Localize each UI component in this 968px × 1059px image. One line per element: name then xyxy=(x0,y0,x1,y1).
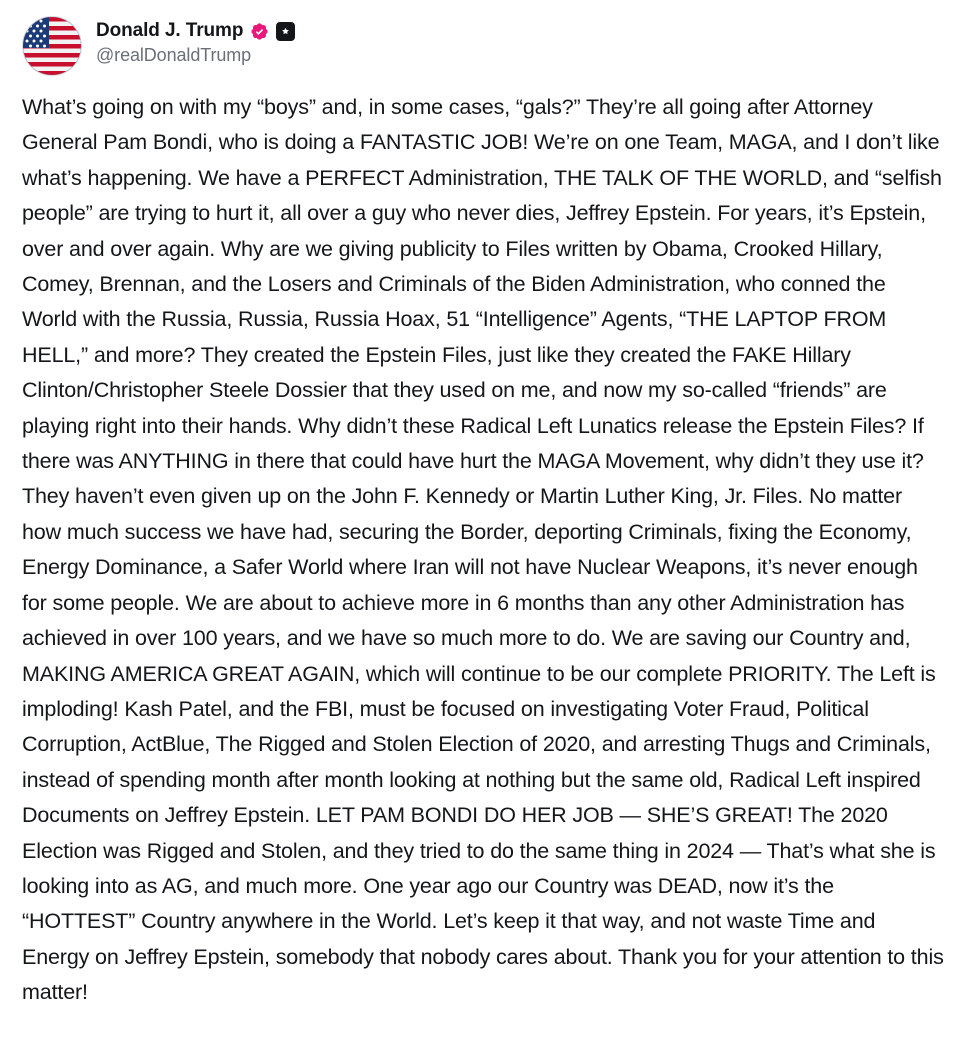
author-handle[interactable]: @realDonaldTrump xyxy=(96,45,252,65)
avatar[interactable] xyxy=(22,16,82,76)
post-header xyxy=(22,16,946,76)
author-display-name[interactable]: Donald J. Trump xyxy=(96,20,244,41)
premium-badge-icon[interactable] xyxy=(276,22,295,41)
verified-check-icon[interactable] xyxy=(250,22,269,41)
post-body-text: What’s going on with my “boys” and, in some cases, “gals?” They’re all going after Attorney General Pam Bondi, who is doing a FANTASTIC JOB! We’re on one Team, MAGA, and I don’t like what’s happening. We have a PERFECT Administration, THE TALK OF THE WORLD, and “selfish people” are trying to hurt it, all over a guy who never dies, Jeffrey Epstein. For years, it’s Epstein, over and over again. Why are we giving publicity to Files written by Obama, Crooked Hillary, Comey, Brennan, and the Losers and Criminals of the Biden Administration, who conned the World with the Russia, Russia, Russia Hoax, 51 “Intelligence” Agents, “THE LAPTOP FROM HELL,” and more? They created the Epstein Files, just like they created the FAKE Hillary Clinton/Christopher Steele Dossier that they used on me, and now my so-called “friends” are playing right into their hands. Why didn’t these Radical Left Lunatics release the Epstein Files? If there was ANYTHING in there that could have hurt the MAGA Movement, why didn’t they use it? They haven’t even given up on the John F. Kennedy or Martin Luther King, Jr. Files. No matter how much success we have had, securing the Border, deporting Criminals, fixing the Economy, Energy Dominance, a Safer World where Iran will not have Nuclear Weapons, it’s never enough for some people. We are about to achieve more in 6 months than any other Administration has achieved in over 100 years, and we have so much more to do. We are saving our Country and, MAKING AMERICA GREAT AGAIN, which will continue to be our complete PRIORITY. The Left is imploding! Kash Patel, and the FBI, must be focused on investigating Voter Fraud, Political Corruption, ActBlue, The Rigged and Stolen Election of 2020, and arresting Thugs and Criminals, instead of spending month after month looking at nothing but the same old, Radical Left inspired Documents on Jeffrey Epstein. LET PAM BONDI DO HER JOB — SHE’S GREAT! The 2020 Election was Rigged and Stolen, and they tried to do the same thing in 2024 — That’s what she is looking into as AG, and much more. One year ago our Country was DEAD, now it’s the “HOTTEST” Country anywhere in the World. Let’s keep it that way, and not waste Time and Energy on Jeffrey Epstein, somebody that nobody cares about. Thank you for your attention to this matter! xyxy=(22,95,950,1005)
american-flag-avatar-icon xyxy=(23,17,81,75)
author-name-line xyxy=(96,20,295,42)
author-identity xyxy=(96,16,295,66)
premium-badge-glyph-icon xyxy=(279,25,292,38)
